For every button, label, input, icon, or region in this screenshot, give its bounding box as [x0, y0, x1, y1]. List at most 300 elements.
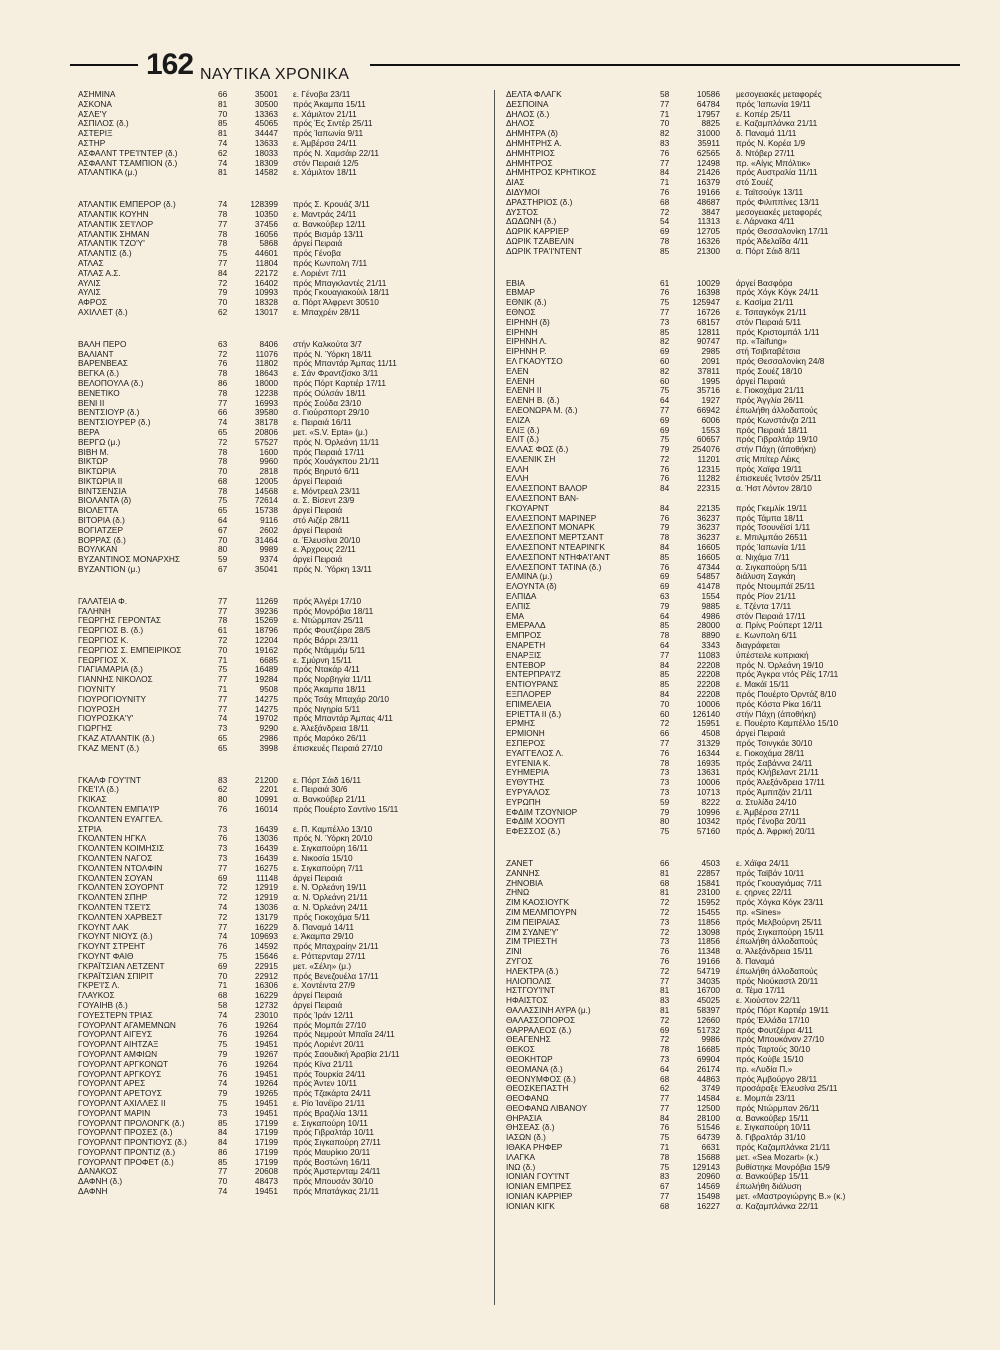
tonnage: 37811	[697, 365, 720, 376]
build-year: 70	[218, 970, 228, 981]
status: ε. Κοπέρ 25/11	[736, 109, 791, 119]
ship-name: ΖΑΝΝΗΣ	[506, 868, 540, 878]
ship-name: ΕΝΤΕΡΠΡΑ'Ι'Ζ	[506, 670, 561, 680]
ship-name: ΒΕΛΟΠΟΥΛΑ (δ.)	[78, 378, 144, 388]
ship-row	[78, 129, 493, 139]
build-year: 76	[218, 1029, 228, 1040]
status: πρός Χόγκα Κόγκ 23/11	[736, 898, 824, 908]
ship-name: ΑΤΛΑΣ Α.Σ.	[78, 268, 121, 278]
build-year: 84	[660, 167, 670, 178]
ship-name: ΘΕΟΦΑΝΩ ΛΙΒΑΝΟΥ	[506, 1103, 588, 1113]
ship-name: ΓΚΕ'Ι'Λ (δ.)	[78, 785, 119, 795]
ship-name: ΕΛΕΝΗ Β. (δ.)	[506, 396, 560, 406]
build-year: 63	[660, 591, 670, 602]
status: πρός Γκουαγιάμας 7/11	[736, 878, 823, 888]
build-year: 71	[218, 684, 228, 695]
build-year: 74	[218, 199, 228, 210]
ship-row	[78, 952, 493, 962]
ship-name: ΑΤΛΑΣ	[78, 258, 104, 268]
status: πρός Νιγηρία 5/11	[293, 704, 361, 714]
status: σ. Γιούρσπορτ 29/10	[293, 408, 369, 418]
ship-name: ΕΛΠΙΣ	[506, 601, 531, 611]
status: ε. Σμύρνη 15/11	[293, 655, 352, 665]
ship-name: ΘΕΟΦΑΝΩ	[506, 1094, 549, 1104]
ship-name: ΓΙΑΝΝΗΣ ΝΙΚΟΛΟΣ	[78, 675, 153, 685]
ship-row	[78, 149, 493, 159]
status: πρ. «Αίγις Μπόλτικ»	[736, 158, 811, 168]
build-year: 79	[660, 806, 670, 817]
status: α. Βανκούβερ 15/11	[736, 1113, 809, 1123]
ship-name: ΓΚΡΕ'Ι'Σ Λ.	[78, 981, 120, 991]
tonnage: 13036	[254, 901, 278, 912]
tonnage: 22912	[254, 970, 278, 981]
status: πρός Δ. Άφρική 20/11	[736, 827, 816, 837]
status: πρός Ταρτούς 30/10	[736, 1045, 811, 1055]
status: πρός Μομπάι 27/10	[293, 1020, 366, 1030]
ship-name: ΙΑΣΩΝ (δ.)	[506, 1133, 546, 1143]
tonnage: 11313	[697, 216, 720, 227]
status: ε. Μακάϊ 15/11	[736, 680, 790, 690]
ship-row	[78, 350, 493, 360]
tonnage: 12005	[254, 475, 278, 486]
ship-name: ΕΛΛΕΣΠΟΝΤ ΜΑΡΙΝΕΡ	[506, 513, 597, 523]
build-year: 75	[660, 385, 670, 396]
ship-name: ΙΟΝΙΑΝ ΕΜΠΡΕΣ	[506, 1182, 572, 1192]
ship-row	[78, 1040, 493, 1050]
build-year: 84	[660, 483, 670, 494]
status: πρός Πειραιά 17/11	[293, 447, 365, 457]
ship-row	[78, 854, 493, 864]
ship-name: ΙΝΩ (δ.)	[506, 1162, 536, 1172]
build-year: 77	[660, 1093, 670, 1104]
tonnage: 62565	[696, 147, 720, 158]
ship-name: ΔΩΡΙΚ ΚΑΡΡΙΕΡ	[506, 227, 569, 237]
ship-name: ΖΥΓΟΣ	[506, 956, 533, 966]
status: πρός Νιούκαστλ 20/11	[736, 976, 819, 986]
build-year: 68	[660, 1073, 670, 1084]
column-divider	[494, 90, 495, 1305]
ship-name: ΔΩΡΙΚ ΤΡΑ'Ι'ΝΤΕΝΤ	[506, 246, 582, 256]
ship-row	[78, 1099, 493, 1109]
build-year: 69	[660, 414, 670, 425]
status: πρός Θεσσαλονίκη 24/8	[736, 356, 825, 366]
tonnage: 11856	[697, 916, 720, 927]
ship-name: ΘΕΟΚΗΤΩΡ	[506, 1054, 553, 1064]
tonnage: 14275	[254, 693, 278, 704]
ship-name: ΓΟΥΟΡΛΝΤ ΠΡΟΣΕΣ (δ.)	[78, 1128, 173, 1138]
tonnage: 22915	[254, 960, 278, 971]
tonnage: 64739	[696, 1132, 720, 1143]
build-year: 81	[218, 98, 228, 109]
build-year: 62	[660, 1083, 670, 1094]
status: ε. Χοντέιντα 27/9	[293, 981, 355, 991]
tonnage: 16700	[696, 985, 720, 996]
build-year: 77	[218, 1166, 228, 1177]
build-year: 79	[218, 1088, 228, 1099]
ship-name: ΔΡΑΣΤΗΡΙΟΣ (δ.)	[506, 197, 573, 207]
tonnage: 57160	[696, 826, 720, 837]
build-year: 69	[660, 571, 670, 582]
status: πρός Άλεξάνδρεια 17/11	[736, 778, 825, 788]
build-year: 70	[218, 1176, 228, 1187]
build-year: 82	[660, 128, 670, 139]
tonnage: 23100	[696, 887, 720, 898]
status: ε. ςηρνες 22/11	[736, 888, 792, 898]
ship-row	[78, 805, 493, 815]
ship-name: ΒΕΡΓΩ (μ.)	[78, 437, 121, 447]
ship-name: ΓΚΡΑΪΤΣΙΑΝ ΛΕΤΖΕΝΤ	[78, 961, 165, 971]
status: στό Αιζέρ 28/11	[293, 516, 350, 526]
ship-name: ΒΕΝΕΤΙΚΟ	[78, 388, 120, 398]
status: πρός Κόστα Ρίκα 16/11	[736, 699, 822, 709]
tonnage: 9374	[259, 554, 278, 565]
tonnage: 12811	[697, 326, 720, 337]
ship-name: ΓΙΑΓΙΑΜΑΡΙΑ (δ.)	[78, 665, 143, 675]
build-year: 83	[218, 774, 228, 785]
ship-name: ΓΟΥΟΡΛΝΤ ΑΡΓΚΟΝΩΤ	[78, 1059, 169, 1069]
ship-row	[78, 369, 493, 379]
status: πρός Γκεμλίκ 19/11	[736, 503, 808, 513]
tonnage: 16398	[696, 287, 720, 298]
ship-name: ΓΟΥΟΡΛΝΤ ΑΡΕΣ	[78, 1079, 146, 1089]
status: άργεί Πειραιά	[293, 1000, 343, 1010]
status: δ. Παναμά 11/11	[736, 129, 797, 139]
build-year: 72	[660, 206, 670, 217]
tonnage: 18796	[254, 625, 278, 636]
tonnage: 11282	[697, 473, 720, 484]
status: πρός Σιγκαπούρη 27/11	[293, 1138, 381, 1148]
build-year: 65	[218, 733, 228, 744]
ship-row	[78, 288, 493, 298]
status: πρός Γένοβα 20/11	[736, 817, 807, 827]
ship-name: ΑΤΛΑΝΤΙΚ ΤΖΟ'Υ'	[78, 239, 145, 249]
ship-name: ΕΦΔΙΜ ΧΟΟΥΠ	[506, 817, 565, 827]
build-year: 76	[660, 463, 670, 474]
tonnage: 66942	[696, 404, 720, 415]
build-year: 72	[218, 277, 228, 288]
tonnage: 15841	[696, 877, 720, 888]
build-year: 64	[660, 395, 670, 406]
ship-name: ΓΚΑΖ ΑΤΛΑΝΤΙΚ (δ.)	[78, 734, 155, 744]
build-year: 67	[218, 564, 228, 575]
status: πρός Γένοβα	[293, 249, 341, 259]
tonnage: 16439	[254, 843, 278, 854]
tonnage: 54857	[696, 571, 720, 582]
ship-row	[78, 487, 493, 497]
ship-name: ΖΙΜ ΚΑΟΣΙΟΥΓΚ	[506, 898, 570, 908]
ship-row	[78, 1070, 493, 1080]
ship-name: ΓΟΥΟΡΛΝΤ ΠΡΟΛΟΝΓΚ (δ.)	[78, 1118, 185, 1128]
status: πρός Βισμάρ 13/11	[293, 229, 364, 239]
build-year: 73	[660, 316, 670, 327]
ship-row	[78, 516, 493, 526]
tonnage: 10993	[254, 287, 278, 298]
ship-name: ΔΑΦΝΗ (δ.)	[78, 1177, 123, 1187]
build-year: 76	[218, 1068, 228, 1079]
status: πρός Άμστερνταμ 24/11	[293, 1167, 381, 1177]
build-year: 78	[218, 456, 228, 467]
status: ε. Σιγκαπούρη 16/11	[293, 844, 368, 854]
tonnage: 12660	[696, 1014, 720, 1025]
ship-row	[78, 883, 493, 893]
ship-name: ΕΛΕΟΝΩΡΑ Μ. (δ.)	[506, 405, 578, 415]
tonnage: 2091	[701, 355, 720, 366]
ship-row	[78, 139, 493, 149]
right-column	[506, 90, 921, 1234]
status: πρός Γιοκοχάμα 5/11	[293, 912, 370, 922]
tonnage: 16402	[254, 277, 278, 288]
ship-row	[506, 1202, 921, 1212]
ship-name: ΓΟΥΟΡΛΝΤ ΑΙΓΕΥΣ	[78, 1030, 153, 1040]
status: πρός Πόρτ Καρτιέρ 17/11	[293, 378, 386, 388]
tonnage: 15952	[696, 897, 720, 908]
tonnage: 16726	[696, 306, 720, 317]
tonnage: 47344	[696, 561, 720, 572]
status: α. Βανκούβερ 21/11	[293, 795, 366, 805]
tonnage: 13036	[254, 833, 278, 844]
tonnage: 22208	[696, 689, 720, 700]
tonnage: 21200	[254, 774, 278, 785]
tonnage: 12500	[696, 1102, 720, 1113]
tonnage: 54719	[696, 965, 720, 976]
ship-row	[78, 279, 493, 289]
build-year: 78	[660, 1151, 670, 1162]
build-year: 83	[660, 137, 670, 148]
status: ε. Άρχρους 22/11	[293, 545, 356, 555]
tonnage: 36237	[696, 512, 720, 523]
ship-name: ΓΟΥΟΡΛΝΤ ΑΜΦΙΩΝ	[78, 1049, 158, 1059]
ship-row	[78, 545, 493, 555]
status: πρός Πειραιά 18/11	[736, 425, 808, 435]
build-year: 71	[660, 1142, 670, 1153]
build-year: 86	[218, 1146, 228, 1157]
ship-row	[78, 448, 493, 458]
tonnage: 2986	[259, 733, 278, 744]
ship-name: ΙΟΝΙΑΝ ΚΙΓΚ	[506, 1201, 555, 1211]
page-number: 162	[146, 48, 194, 81]
ship-name: ΕΛΛΕΣΠΟΝΤ ΝΤΗΦΑ'Ι'ΑΝΤ	[506, 552, 610, 562]
status: πρός Σαβάννα 24/11	[736, 758, 813, 768]
tonnage: 17199	[254, 1137, 278, 1148]
build-year: 69	[660, 1024, 670, 1035]
ship-name: ΑΤΛΑΝΤΙΚΑ (μ.)	[78, 168, 138, 178]
status: πρ. «Taifung»	[736, 337, 788, 347]
build-year: 73	[660, 1053, 670, 1064]
ship-name: ΕΛΛΑΣ ΦΩΣ (δ.)	[506, 445, 569, 455]
tonnage: 22208	[696, 679, 720, 690]
build-year: 76	[660, 473, 670, 484]
ship-name: ΕΙΡΗΝΗ Ρ.	[506, 347, 547, 357]
ship-row	[78, 457, 493, 467]
tonnage: 44601	[254, 248, 278, 259]
ship-name: ΕΛΙΞ (δ.)	[506, 425, 540, 435]
ship-name: ΘΗΣΕΑΣ (δ.)	[506, 1123, 555, 1133]
ship-name: ΕΛΕΝ	[506, 366, 529, 376]
build-year: 76	[660, 561, 670, 572]
tonnage: 22315	[696, 483, 720, 494]
tonnage: 68157	[696, 316, 720, 327]
ship-row	[78, 844, 493, 854]
build-year: 54	[660, 216, 670, 227]
build-year: 76	[218, 941, 228, 952]
status: πρός Άκαμπα 18/11	[293, 685, 366, 695]
build-year: 84	[218, 267, 228, 278]
build-year: 77	[218, 703, 228, 714]
tonnage: 15688	[696, 1151, 720, 1162]
status: πρός Άμπιτζάν 21/11	[736, 787, 813, 797]
tonnage: 58397	[696, 1004, 720, 1015]
status: πρ. «Sines»	[736, 907, 782, 917]
tonnage: 14584	[696, 1093, 720, 1104]
tonnage: 20608	[254, 1166, 278, 1177]
status: ε. Ταϊτσούγκ 13/11	[736, 187, 804, 197]
build-year: 84	[660, 689, 670, 700]
build-year: 65	[218, 742, 228, 753]
ship-name: ΑΤΛΑΝΤΙΚ ΕΜΠΕΡΟΡ (δ.)	[78, 200, 176, 210]
tonnage: 16326	[696, 235, 720, 246]
tonnage: 109693	[250, 931, 278, 942]
status: ε. Κωνπολη 6/11	[736, 631, 798, 641]
status: πρός Μονρόβια 18/11	[293, 606, 374, 616]
ship-name: ΙΟΝΙΑΝ ΚΑΡΡΙΕΡ	[506, 1192, 573, 1202]
build-year: 80	[660, 816, 670, 827]
ship-name: ΑΦΡΟΣ	[78, 298, 108, 308]
status: πρός Ντώρμπαν 26/11	[736, 1103, 820, 1113]
build-year: 76	[660, 147, 670, 158]
status: πρός Γιβραλτάρ 10/11	[293, 1128, 374, 1138]
ship-name: ΘΑΛΑΣΣΙΝΗ ΑΥΡΑ (μ.)	[506, 1005, 591, 1015]
ship-name: ΑΤΛΑΝΤΙΣ (δ.)	[78, 249, 132, 259]
ship-row	[78, 864, 493, 874]
tonnage: 1553	[701, 424, 720, 435]
tonnage: 9290	[259, 723, 278, 734]
build-year: 81	[660, 1004, 670, 1015]
tonnage: 12315	[696, 463, 720, 474]
status: πρός Τάμπα 18/11	[736, 513, 804, 523]
ship-row	[78, 100, 493, 110]
ship-name: ΖΙΜ ΜΕΛΜΠΟΥΡΝ	[506, 907, 577, 917]
status: άργεί Πειραιά	[293, 555, 343, 565]
status: ε. Άκαμπα 29/10	[293, 932, 354, 942]
tonnage: 126140	[692, 708, 720, 719]
ship-name: ΒΙΤΟΡΙΑ (δ.)	[78, 516, 125, 526]
ship-row	[78, 200, 493, 210]
tonnage: 14569	[696, 1181, 720, 1192]
ship-row	[78, 536, 493, 546]
ship-name: ΓΟΥΟΡΛΝΤ ΑΙΗΤΖΑΞ	[78, 1040, 159, 1050]
ship-row	[78, 744, 493, 754]
tonnage: 3343	[701, 640, 720, 651]
ship-name: ΓΙΩΡΓΗΣ	[78, 724, 113, 734]
status: πρός Κωνπολη 7/11	[293, 258, 368, 268]
ship-row	[78, 496, 493, 506]
build-year: 70	[218, 534, 228, 545]
status: πρός Κούβε 15/10	[736, 1054, 804, 1064]
ship-name: ΕΘΝΙΚ (δ.)	[506, 298, 547, 308]
tonnage: 26174	[696, 1063, 720, 1074]
tonnage: 9986	[701, 1034, 720, 1045]
ship-name: ΓΟΥΟΡΛΝΤ ΠΡΟΝΤΙΖ (δ.)	[78, 1147, 176, 1157]
tonnage: 12498	[696, 157, 720, 168]
tonnage: 10029	[696, 277, 720, 288]
ship-name: ΑΤΛΑΝΤΙΚ ΣΗΜΑΝ	[78, 229, 150, 239]
status: πρός Σιγκαπούρη 15/11	[736, 927, 824, 937]
ship-group	[78, 200, 493, 318]
ship-name: ΓΕΩΡΓΙΟΣ Β. (δ.)	[78, 626, 144, 636]
status: πρός Άδελαΐδα 4/11	[736, 236, 809, 246]
tonnage: 13017	[254, 306, 278, 317]
ship-row	[78, 815, 493, 825]
build-year: 81	[660, 985, 670, 996]
build-year: 73	[660, 786, 670, 797]
tonnage: 17199	[254, 1117, 278, 1128]
ship-name: ΓΙΟΥΡΟΓΙΟΥΝΙΤΥ	[78, 694, 147, 704]
build-year: 73	[218, 852, 228, 863]
tonnage: 10006	[696, 777, 720, 788]
ship-name: ΓΟΥΕΣΤΕΡΝ ΤΡΙΑΣ	[78, 1010, 153, 1020]
tonnage: 44863	[696, 1073, 720, 1084]
status: άργεί Βασφόρα	[736, 278, 793, 288]
status: πρός Χόγκ Κόγκ 24/11	[736, 288, 819, 298]
ship-row	[78, 1119, 493, 1129]
tonnage: 17199	[254, 1156, 278, 1167]
ship-name: ΘΕΚΟΣ	[506, 1045, 535, 1055]
tonnage: 128399	[250, 199, 278, 210]
build-year: 68	[660, 196, 670, 207]
ship-row	[78, 1050, 493, 1060]
build-year: 63	[218, 338, 228, 349]
build-year: 72	[660, 1034, 670, 1045]
ship-name: ΒΙΒΗ Μ.	[78, 447, 109, 457]
tonnage: 31329	[696, 738, 720, 748]
tonnage: 64784	[696, 98, 720, 109]
ship-name: ΔΙΑΣ	[506, 178, 525, 188]
page-header	[70, 44, 960, 84]
build-year: 84	[660, 659, 670, 670]
build-year: 75	[660, 297, 670, 308]
tonnage: 13633	[254, 137, 278, 148]
build-year: 60	[660, 355, 670, 366]
ship-name: ΘΕΟΝΥΜΦΟΣ (δ.)	[506, 1074, 576, 1084]
tonnage: 16275	[254, 862, 278, 873]
tonnage: 9508	[259, 684, 278, 695]
ship-row	[78, 1148, 493, 1158]
ship-row	[78, 903, 493, 913]
ship-name: ΓΚΟΛΝΤΕΝ ΕΜΠΑ'Ι'Ρ	[78, 805, 160, 814]
tonnage: 11856	[697, 936, 720, 947]
ship-row	[78, 597, 493, 607]
ship-name: ΔΕΛΤΑ ΦΛΑΓΚ	[506, 90, 562, 99]
ship-name: ΕΦΔΙΜ ΤΖΟΥΝΙΟΡ	[506, 807, 578, 817]
build-year: 78	[660, 235, 670, 246]
ship-row	[78, 1011, 493, 1021]
tonnage: 2602	[259, 524, 278, 535]
status: πρός Νορβηγία 11/11	[293, 675, 372, 685]
build-year: 84	[660, 1112, 670, 1123]
build-year: 75	[660, 434, 670, 445]
build-year: 77	[660, 404, 670, 415]
ship-row	[78, 159, 493, 169]
ship-row	[78, 249, 493, 259]
ship-row	[78, 298, 493, 308]
build-year: 72	[218, 436, 228, 447]
ship-row	[78, 705, 493, 715]
tonnage: 6006	[701, 414, 720, 425]
build-year: 72	[660, 906, 670, 917]
tonnage: 19265	[254, 1088, 278, 1099]
status: ε. Άλεξάνδρεια 18/11	[293, 724, 369, 734]
ship-name: ΒΟΓΙΑΤΖΕΡ	[78, 525, 123, 535]
